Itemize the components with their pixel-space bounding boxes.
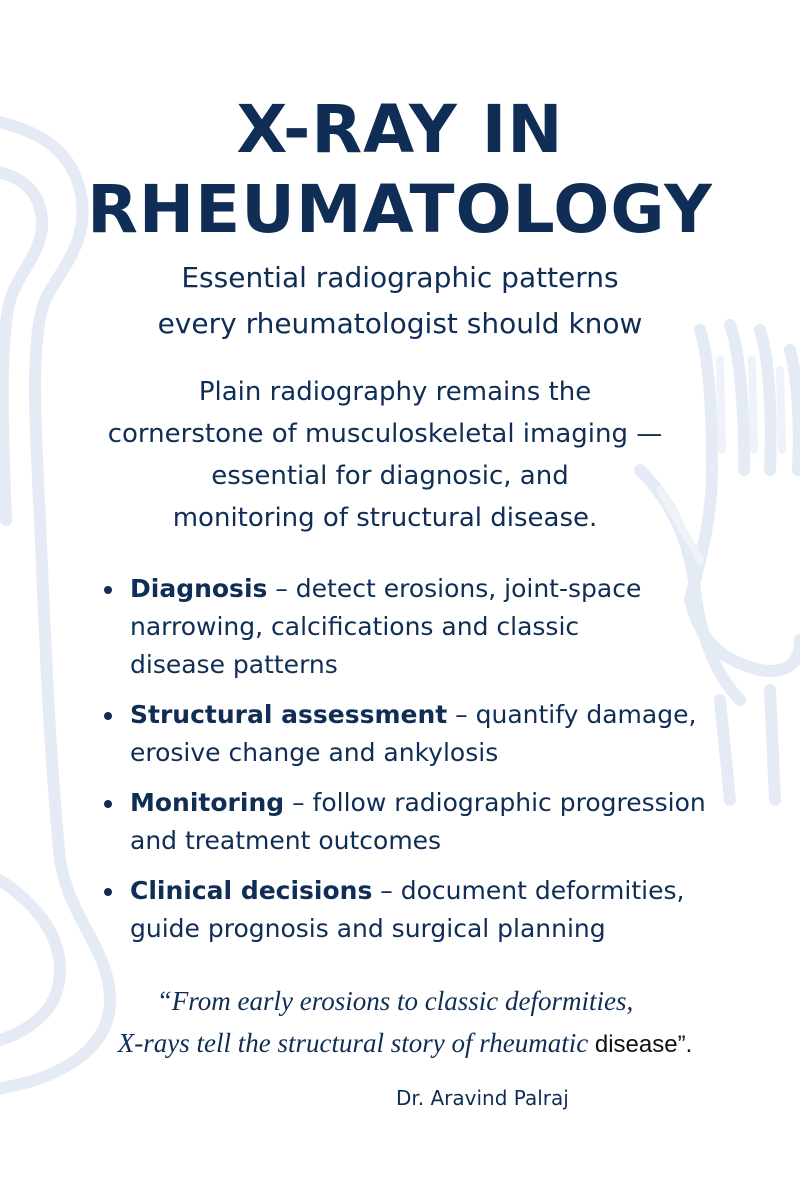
subtitle-line-1: Essential radiographic patterns	[181, 261, 619, 294]
bullet-dot	[104, 586, 112, 594]
title-line-2: RHEUMATOLOGY	[87, 171, 713, 248]
intro-line-1: Plain radiography remains the	[198, 377, 592, 407]
bullet-text: and treatment outcomes	[130, 826, 442, 855]
bullet-text: guide prognosis and surgical planning	[130, 914, 606, 943]
bullet-dot	[104, 800, 112, 808]
title-line-1: X-RAY IN	[236, 91, 564, 168]
bullet-text: – document deformities,	[372, 876, 685, 905]
bullet-dot	[104, 712, 112, 720]
bullet-text: – detect erosions, joint-space	[267, 574, 642, 603]
bullet-term: Diagnosis	[130, 574, 268, 603]
bullet-text: erosive change and ankylosis	[130, 738, 499, 767]
bullet-term: Structural assessment	[130, 700, 448, 729]
bullet-text: – follow radiographic progression	[284, 788, 706, 817]
quote-text-italic: X-rays tell the structural story of rheumatic	[117, 1028, 589, 1058]
subtitle-line-2: every rheumatologist should know	[157, 307, 643, 340]
bullet-text: – quantify damage,	[447, 700, 697, 729]
bullet-text: disease patterns	[130, 650, 338, 679]
quote-text-plain: disease”.	[588, 1031, 693, 1058]
bullet-text: narrowing, calcifications and classic	[130, 612, 580, 641]
key-points-list	[104, 570, 744, 960]
intro-line-3: essential for diagnosic, and	[211, 461, 569, 491]
bullet-clinical-decisions	[104, 872, 744, 948]
bullet-diagnosis	[104, 570, 744, 684]
bullet-monitoring	[104, 784, 744, 860]
bullet-term: Monitoring	[130, 788, 285, 817]
bullet-term: Clinical decisions	[130, 876, 373, 905]
intro-line-4: monitoring of structural disease.	[172, 503, 598, 533]
bullet-dot	[104, 888, 112, 896]
quote-line-2	[10, 1022, 800, 1066]
intro-line-2: cornerstone of musculoskeletal imaging —	[107, 419, 663, 449]
author-signature: Dr. Aravind Palraj	[396, 1086, 569, 1110]
quote-line-1: “From early erosions to classic deformities,	[156, 986, 634, 1016]
bullet-structural-assessment	[104, 696, 744, 772]
